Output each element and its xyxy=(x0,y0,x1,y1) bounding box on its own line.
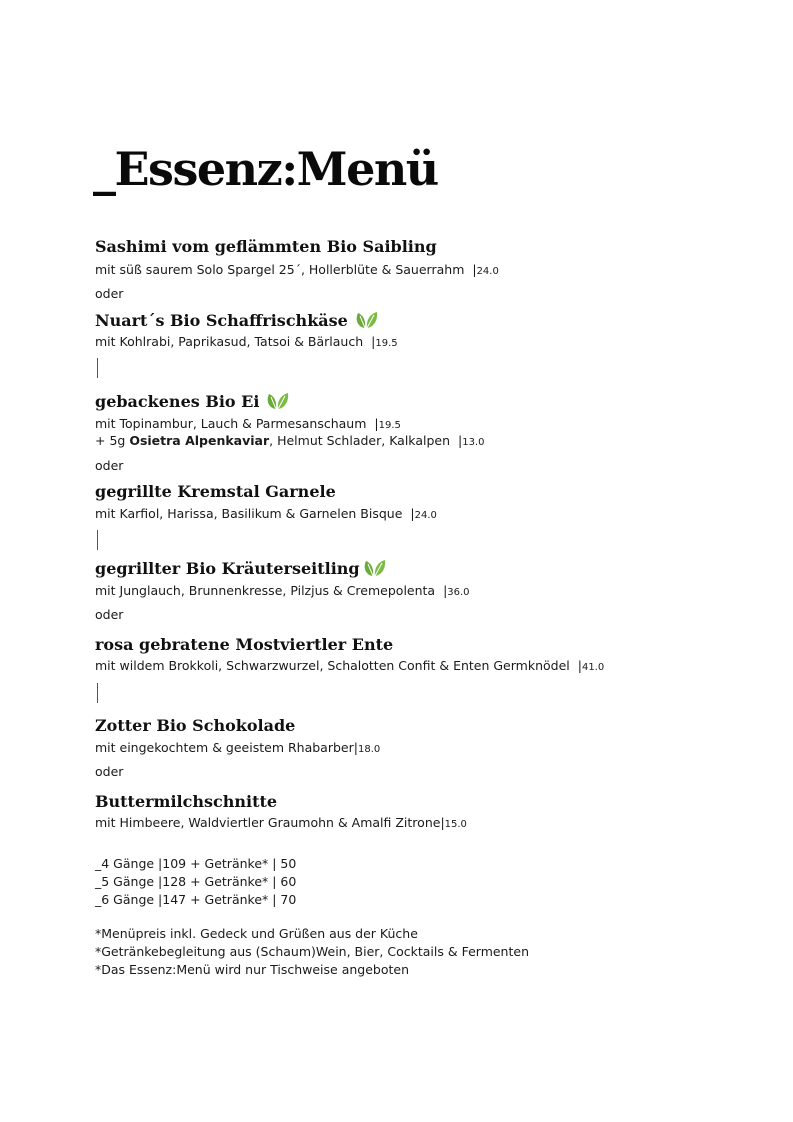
dish-price: 19.5 xyxy=(378,420,401,431)
dish-title: gebackenes Bio Ei xyxy=(95,391,260,411)
dish-description: mit süß saurem Solo Spargel 25´, Hollerblüte & Sauerrahm |24.0 xyxy=(95,262,499,277)
oder-label: oder xyxy=(95,286,124,301)
dish-price: 41.0 xyxy=(581,662,605,673)
dish-description: mit Himbeere, Waldviertler Graumohn & Amalfi Zitrone|15.0 xyxy=(95,815,467,830)
dish-price: 15.0 xyxy=(444,819,467,830)
dish-description: mit Kohlrabi, Paprikasud, Tatsoi & Bärlauch |19.5 xyxy=(95,334,398,349)
oder-label: oder xyxy=(95,607,124,622)
dish-price: 36.0 xyxy=(447,587,470,598)
dish-title-row xyxy=(95,391,289,411)
page-title: _Essenz:Menü xyxy=(93,142,438,196)
dish-price: 19.5 xyxy=(375,338,398,349)
dish-title: gegrillter Bio Kräuterseitling xyxy=(95,558,360,578)
footnote: *Getränkebegleitung aus (Schaum)Wein, Bier, Cocktails & Fermenten xyxy=(95,944,529,959)
dish-title-row xyxy=(95,558,386,578)
dish-title: Zotter Bio Schokolade xyxy=(95,716,296,735)
footnote: *Menüpreis inkl. Gedeck und Grüßen aus der Küche xyxy=(95,926,418,941)
leaf-icon xyxy=(265,391,289,411)
dish-title: Nuart´s Bio Schaffrischkäse xyxy=(95,310,348,330)
course-price-line: _4 Gänge |109 + Getränke* | 50 xyxy=(95,856,297,871)
course-divider xyxy=(97,530,98,550)
dish-title: Sashimi vom geflämmten Bio Saibling xyxy=(95,237,437,256)
course-price-line: _6 Gänge |147 + Getränke* | 70 xyxy=(95,892,297,907)
leaf-icon xyxy=(362,558,386,578)
dish-description: mit Topinambur, Lauch & Parmesanschaum |19.5 xyxy=(95,416,401,431)
oder-label: oder xyxy=(95,458,124,473)
addon-price: 13.0 xyxy=(462,437,485,448)
dish-price: 24.0 xyxy=(476,266,499,277)
dish-title: gegrillte Kremstal Garnele xyxy=(95,482,336,501)
dish-price: 18.0 xyxy=(357,744,381,755)
dish-addon: + 5g Osietra Alpenkaviar, Helmut Schlader, Kalkalpen |13.0 xyxy=(95,433,485,448)
dish-description: mit eingekochtem & geeistem Rhabarber|18.0 xyxy=(95,740,381,755)
course-price-line: _5 Gänge |128 + Getränke* | 60 xyxy=(95,874,297,889)
course-divider xyxy=(97,683,98,703)
leaf-icon xyxy=(354,310,378,330)
dish-title-row xyxy=(95,310,378,330)
course-divider xyxy=(97,358,98,378)
dish-description: mit Karfiol, Harissa, Basilikum & Garnelen Bisque |24.0 xyxy=(95,506,437,521)
footnote: *Das Essenz:Menü wird nur Tischweise angeboten xyxy=(95,962,410,977)
dish-description: mit wildem Brokkoli, Schwarzwurzel, Schalotten Confit & Enten Germknödel |41.0 xyxy=(95,658,605,673)
dish-title: Buttermilchschnitte xyxy=(95,792,278,811)
oder-label: oder xyxy=(95,764,124,779)
dish-price: 24.0 xyxy=(414,510,437,521)
dish-description: mit Junglauch, Brunnenkresse, Pilzjus & Cremepolenta |36.0 xyxy=(95,583,470,598)
dish-title: rosa gebratene Mostviertler Ente xyxy=(95,635,394,654)
